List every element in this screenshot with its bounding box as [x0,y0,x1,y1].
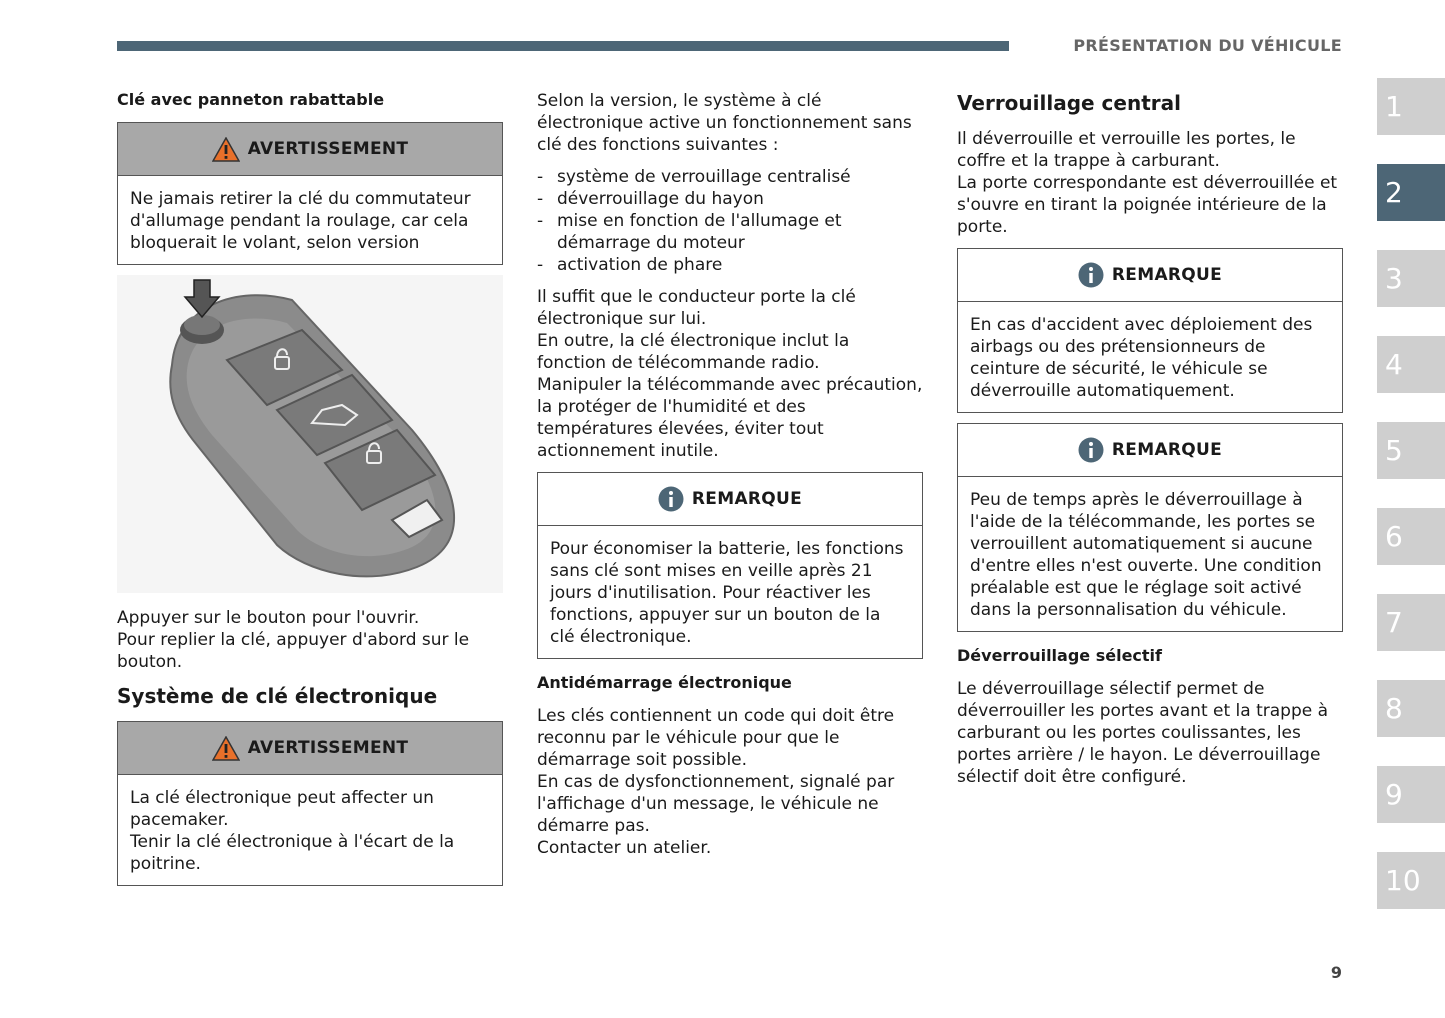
immobilizer-para-1: Les clés contiennent un code qui doit être reconnu par le véhicule pour que le démarrage soit possible. [537,706,895,770]
list-item: - déverrouillage du hayon [537,188,923,210]
note-text: En cas d'accident avec déploiement des airbags ou des prétensionneurs de ceinture de sécurité, le véhicule se déverrouille automatiquement. [970,315,1313,401]
column-2 [537,90,923,859]
heading-electronic-key: Système de clé électronique [117,684,438,708]
central-para-2: La porte correspondante est déverrouillée et s'ouvre en tirant la poignée intérieure de la porte. [957,173,1338,237]
info-icon [1078,262,1104,288]
note-label: REMARQUE [1111,440,1223,460]
list-item: - mise en fonction de l'allumage et démarrage du moteur [537,210,923,254]
section-title: PRÉSENTATION DU VÉHICULE [1073,36,1342,55]
central-para-1: Il déverrouille et verrouille les portes, le coffre et la trappe à carburant. [957,129,1296,171]
warning-body [118,775,502,885]
fold-key-text: Pour replier la clé, appuyer d'abord sur le bouton. [117,630,470,672]
warning-body [118,176,502,264]
selective-para: Le déverrouillage sélectif permet de déverrouiller les portes avant et la trappe à carburant ou les portes coulissantes, les portes arrière / le hayon. Le déverrouillage sélectif doit être configuré. [957,679,1329,787]
chapter-tab-1[interactable]: 1 [1377,78,1445,135]
info-icon [658,486,684,512]
column-3 [957,90,1343,788]
warning-box-pacemaker [117,721,503,886]
list-item: - système de verrouillage centralisé [537,166,923,188]
note-body [958,302,1342,412]
note-body [538,526,922,658]
heading-immobilizer: Antidémarrage électronique [537,673,792,692]
open-key-text: Appuyer sur le bouton pour l'ouvrir. [117,608,420,628]
heading-central-locking: Verrouillage central [957,91,1181,115]
chapter-tabs [1377,78,1445,938]
warning-label: AVERTISSEMENT [247,738,409,758]
note-box-battery [537,472,923,659]
warning-triangle-icon [212,736,240,761]
chapter-tab-8[interactable]: 8 [1377,680,1445,737]
note-text: Pour économiser la batterie, les fonctions sans clé sont mises en veille après 21 jours d'inutilisation. Pour réactiver les fonctions, appuyer sur un bouton de la clé électronique. [550,539,904,647]
keyless-para-1: Il suffit que le conducteur porte la clé électronique sur lui. [537,287,856,329]
keyless-functions-list [537,166,923,276]
heading-selective-unlocking: Déverrouillage sélectif [957,646,1162,665]
note-header [958,249,1342,302]
list-item: - activation de phare [537,254,923,276]
keyless-para-3: Manipuler la télécommande avec précaution, la protéger de l'humidité et des températures élevées, éviter tout actionnement inutile. [537,375,923,461]
note-body [958,477,1342,631]
note-header [538,473,922,526]
warning-header [118,123,502,176]
note-header [958,424,1342,477]
chapter-tab-10[interactable]: 10 [1377,852,1445,909]
immobilizer-para-2: En cas de dysfonctionnement, signalé par l'affichage d'un message, le véhicule ne démarre pas. [537,772,895,836]
keyless-para-2: En outre, la clé électronique inclut la fonction de télécommande radio. [537,331,850,373]
note-text: Peu de temps après le déverrouillage à l'aide de la télécommande, les portes se verrouillent automatiquement si aucune d'entre elles n'est ouverte. Une condition préalable est que le réglage soit activé dans la personnalisation du véhicule. [970,490,1322,620]
warning-header [118,722,502,775]
note-label: REMARQUE [691,489,803,509]
warning-triangle-icon [212,137,240,162]
chapter-tab-7[interactable]: 7 [1377,594,1445,651]
chapter-tab-2[interactable]: 2 [1377,164,1445,221]
chapter-tab-3[interactable]: 3 [1377,250,1445,307]
warning-text-line2: Tenir la clé électronique à l'écart de la poitrine. [130,832,455,874]
info-icon [1078,437,1104,463]
header-rule [117,41,1009,51]
keyless-intro: Selon la version, le système à clé électronique active un fonctionnement sans clé des fonctions suivantes : [537,91,912,155]
warning-label: AVERTISSEMENT [247,139,409,159]
column-1 [117,90,503,896]
note-box-autolock [957,423,1343,632]
warning-text: Ne jamais retirer la clé du commutateur d'allumage pendant la roulage, car cela bloquerait le volant, selon version [130,189,471,253]
chapter-tab-4[interactable]: 4 [1377,336,1445,393]
warning-text-line1: La clé électronique peut affecter un pacemaker. [130,788,434,830]
chapter-tab-5[interactable]: 5 [1377,422,1445,479]
heading-folding-key: Clé avec panneton rabattable [117,90,385,109]
page-number: 9 [1330,963,1342,982]
note-box-airbag [957,248,1343,413]
immobilizer-para-3: Contacter un atelier. [537,838,712,858]
chapter-tab-6[interactable]: 6 [1377,508,1445,565]
chapter-tab-9[interactable]: 9 [1377,766,1445,823]
folding-key-illustration [117,275,503,593]
warning-box-ignition [117,122,503,265]
note-label: REMARQUE [1111,265,1223,285]
